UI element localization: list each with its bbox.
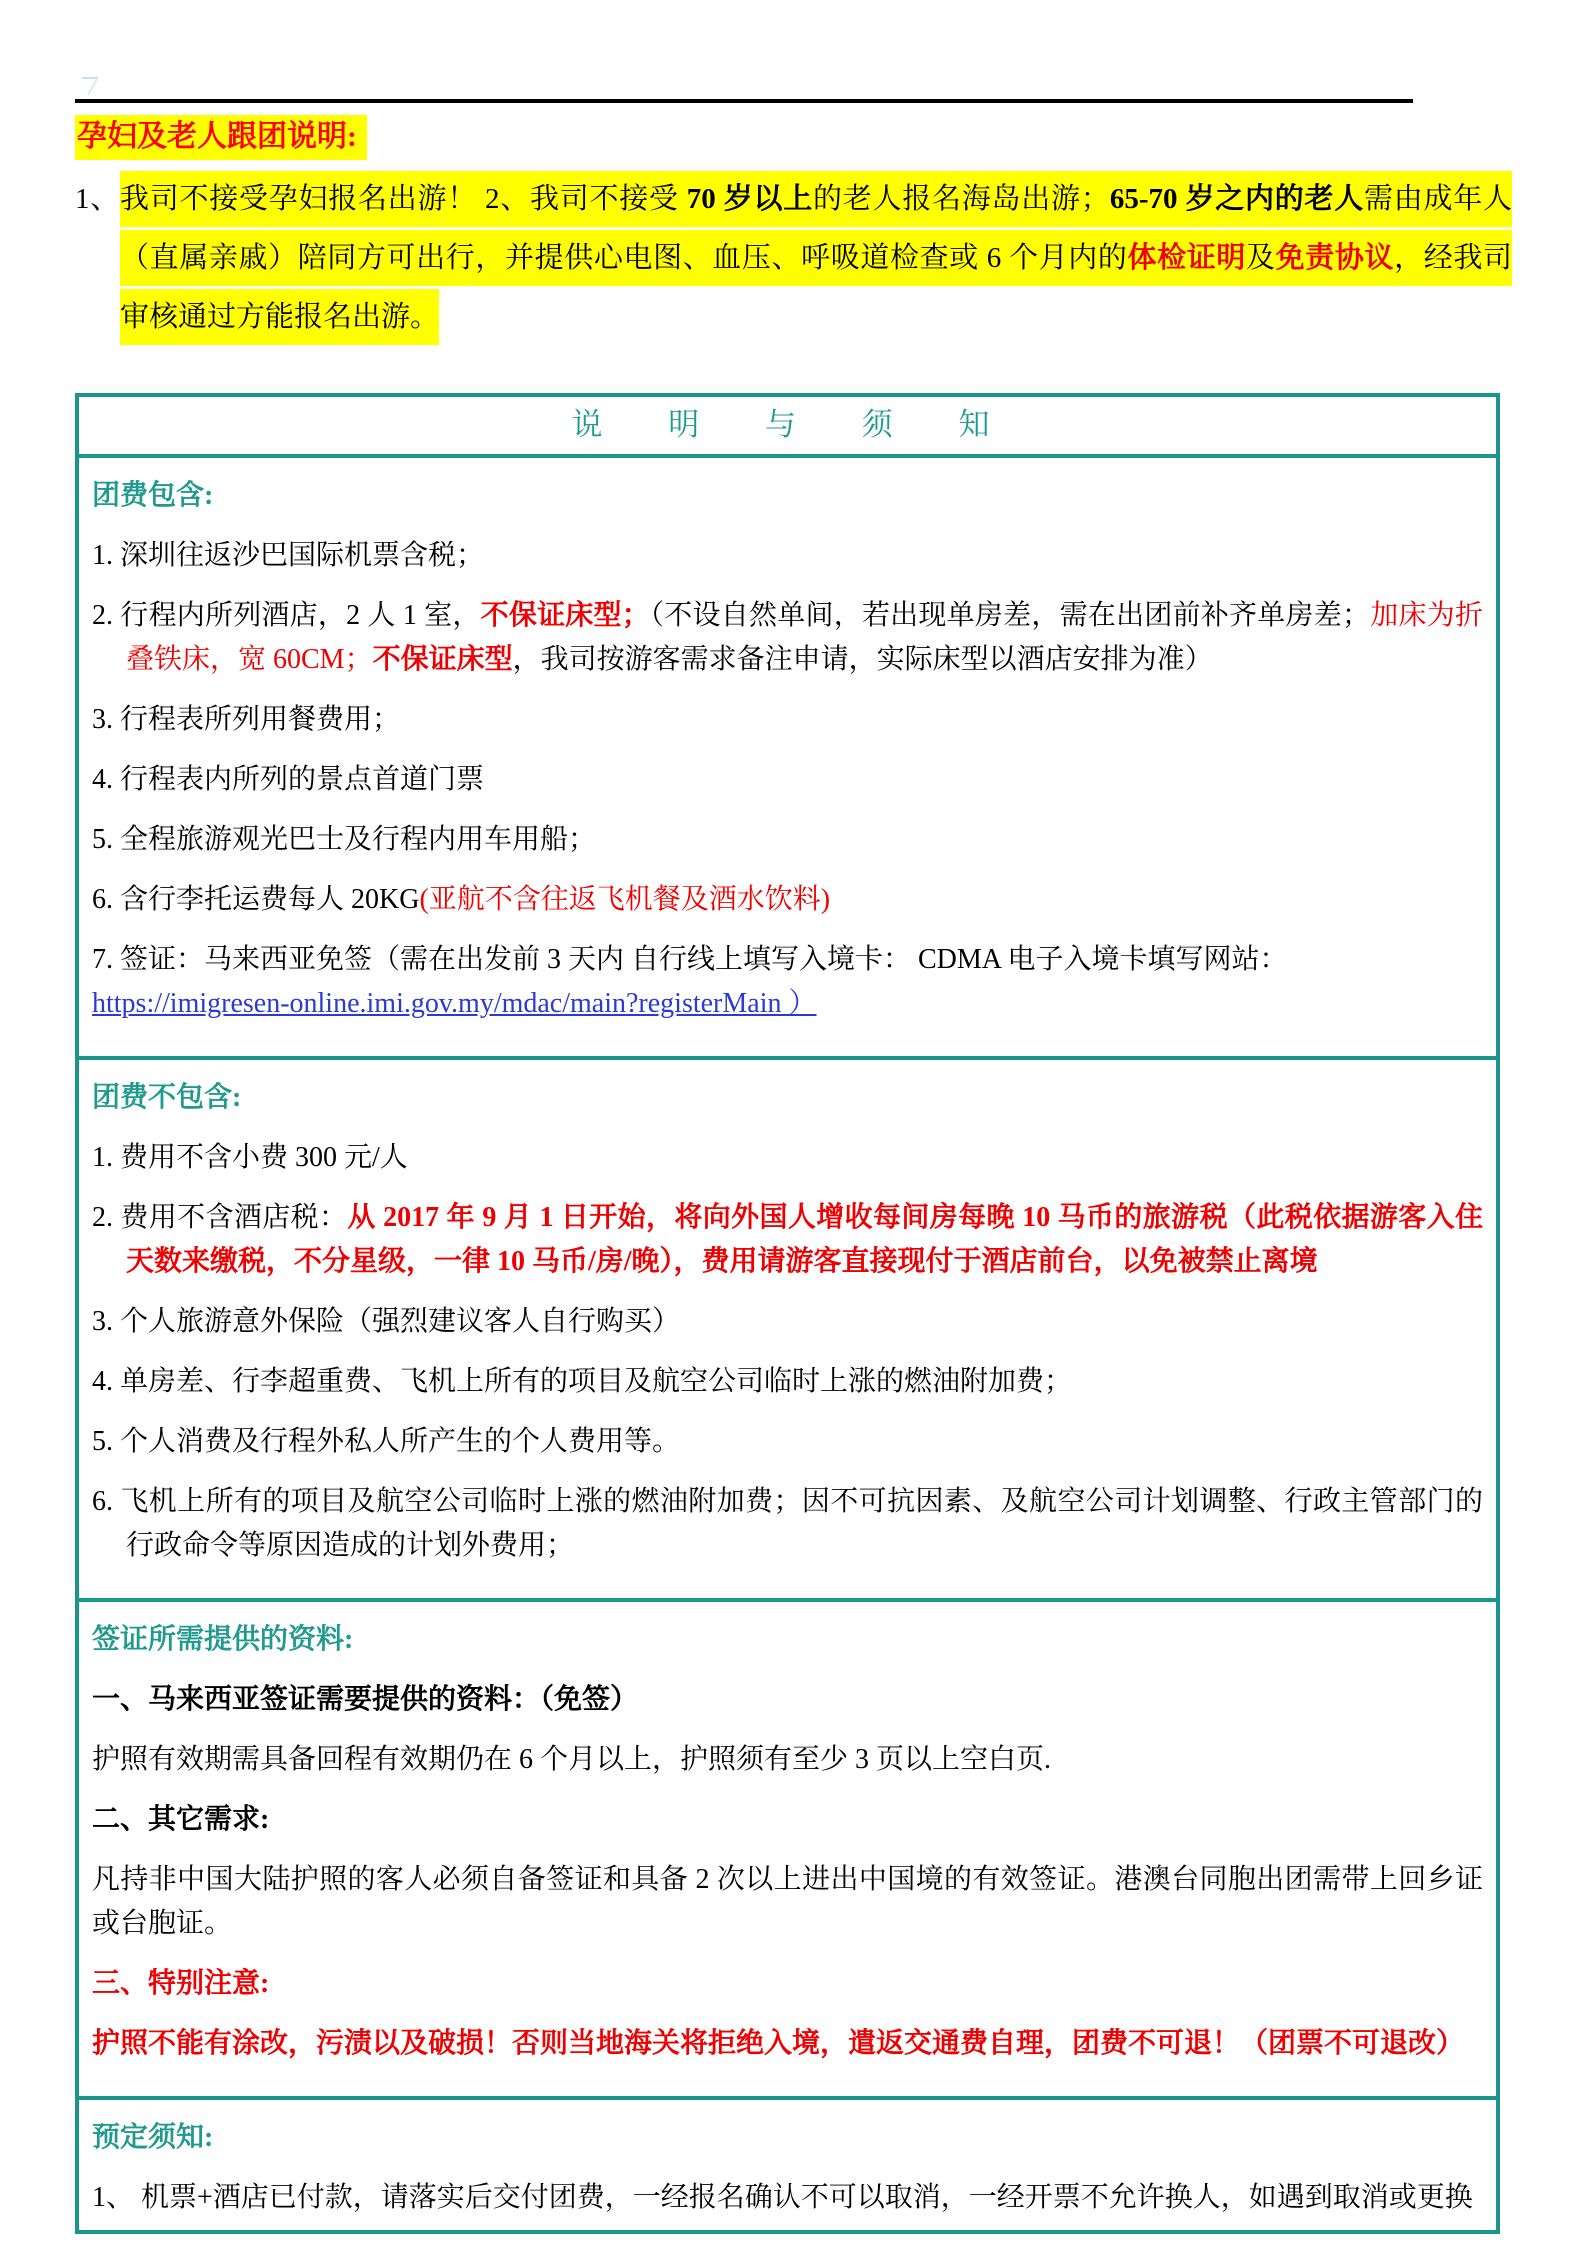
text-run: 从 2017 年 9 月 1 日开始，将向外国人增收每间房每晚 10 马币的旅游税（此税依据游客入住天数来缴税，不分星级，一律 10 马币/房/晚），费用请游客直接现付于酒店前台，以免被禁止离境 [126,1202,1483,1277]
text-run: 65-70 岁之内的老人 [1109,183,1364,215]
table-sections [79,458,1496,2230]
text-run: 3. 个人旅游意外保险（强烈建议客人自行购买） [92,1306,681,1337]
text-run: 我司不接受孕妇报名出游！ 2、我司不接受 [120,183,687,215]
notice-item-text [120,171,1512,345]
text-run: 1、 机票+酒店已付款，请落实后交付团费，一经报名确认不可以取消，一经开票不允许换人，如遇到取消或更换 [92,2182,1473,2213]
section-item [92,698,1483,742]
text-run: 不保证床型； [480,600,650,631]
table-section-1 [79,1060,1496,1602]
text-run: 凡持非中国大陆护照的客人必须自备签证和具备 2 次以上进出中国境的有效签证。港澳台同胞出团需带上回乡证或台胞证。 [92,1864,1483,1939]
text-run: 5. 个人消费及行程外私人所产生的个人费用等。 [92,1426,681,1457]
table-section-3 [79,2100,1496,2230]
section-item [92,1196,1483,1284]
section-item [92,1136,1483,1180]
horizontal-rule [75,99,1413,103]
text-run: 不保证床型 [372,644,513,675]
text-run: ，经我司审核通过方能报名出游。 [120,242,1512,333]
text-run: 护照不能有涂改，污渍以及破损！否则当地海关将拒绝入境，遣返交通费自理，团费不可退！（团票不可退改） [92,2028,1465,2059]
section-item [92,1300,1483,1344]
text-run: 一、马来西亚签证需要提供的资料：（免签） [92,1684,639,1715]
text-run: 三、特别注意: [92,1968,270,1999]
text-run: 二、其它需求: [92,1804,270,1835]
text-run: 3. 行程表所列用餐费用； [92,704,401,735]
section-item [92,1962,1483,2006]
section-header: 签证所需提供的资料: [92,1624,354,1655]
text-run: 6. 飞机上所有的项目及航空公司临时上涨的燃油附加费；因不可抗因素、及航空公司计划调整、行政主管部门的行政命令等原因造成的计划外费用； [92,1486,1483,1561]
section-item [92,1738,1483,1782]
section-item [92,1360,1483,1404]
text-run: 1. 费用不含小费 300 元/人 [92,1142,408,1173]
notice-paragraph [75,170,1512,347]
link-artifact-glyph [73,77,99,95]
table-section-0 [79,458,1496,1060]
text-run: 及 [1246,242,1276,274]
pregnant-elderly-notice [75,114,1512,347]
section-header: 团费不包含: [92,1082,242,1113]
notice-heading [75,114,1512,160]
text-run: 2. 行程内所列酒店，2 人 1 室， [92,600,481,631]
section-item [92,938,1483,1026]
text-run: 1. 深圳往返沙巴国际机票含税； [92,540,485,571]
notes-table [75,393,1500,2234]
text-run: ，我司按游客需求备注申请，实际床型以酒店安排为准） [512,644,1213,675]
mdac-registration-link[interactable]: https://imigresen-online.imi.gov.my/mdac/main?registerMain ） [92,988,817,1019]
section-item [92,878,1483,922]
table-title: 说 明 与 须 知 [79,397,1496,458]
notice-item-number: 1、 [75,183,121,215]
table-section-2 [79,1602,1496,2100]
section-item [92,758,1483,802]
text-run: 加床为折叠铁床，宽 60CM； [126,600,1483,675]
section-item [92,2176,1483,2220]
text-run: 70 岁以上 [686,183,814,215]
text-run: 护照有效期需具备回程有效期仍在 6 个月以上，护照须有至少 3 页以上空白页. [92,1744,1052,1775]
text-run: （不设自然单间，若出现单房差，需在出团前补齐单房差； [649,600,1371,631]
text-run: 的老人报名海岛出游； [813,183,1110,215]
section-item [92,1858,1483,1946]
section-item [92,1798,1483,1842]
text-run: 4. 行程表内所列的景点首道门票 [92,764,485,795]
text-run: 2. 费用不含酒店税： [92,1202,348,1233]
section-item [92,818,1483,862]
section-item [92,1420,1483,1464]
section-header: 预定须知: [92,2122,214,2153]
section-item [92,534,1483,578]
text-run: 需由成年人（直属亲戚）陪同方可出行，并提供心电图、血压、呼吸道检查或 6 个月内的 [120,183,1512,274]
section-item [92,2022,1483,2066]
text-run: 免责协议 [1275,242,1395,274]
text-run: 7. 签证：马来西亚免签（需在出发前 3 天内 自行线上填写入境卡： CDMA 电子入境卡填写网站： [92,944,1288,975]
text-run: (亚航不含往返飞机餐及酒水饮料) [419,884,831,915]
section-item [92,1480,1483,1568]
section-header: 团费包含: [92,480,214,511]
text-run: 6. 含行李托运费每人 20KG [92,884,420,915]
section-item [92,1678,1483,1722]
text-run: 体检证明 [1127,242,1247,274]
notice-heading-text: 孕妇及老人跟团说明: [75,115,367,160]
text-run: 5. 全程旅游观光巴士及行程内用车用船； [92,824,597,855]
section-item [92,594,1483,682]
text-run: 4. 单房差、行李超重费、飞机上所有的项目及航空公司临时上涨的燃油附加费； [92,1366,1073,1397]
